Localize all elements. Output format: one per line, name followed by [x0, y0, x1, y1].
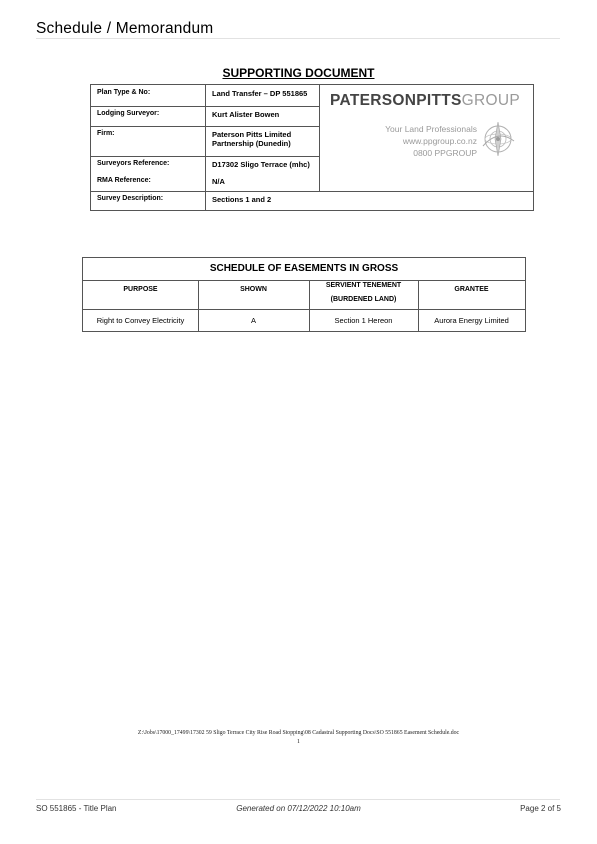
logo-phone: 0800 PPGROUP — [413, 148, 477, 158]
logo-tagline-block — [385, 123, 477, 159]
surveyors-reference-value: D17302 Sligo Terrace (mhc) — [212, 160, 310, 169]
compass-globe-icon — [478, 119, 518, 159]
header-divider — [36, 38, 560, 39]
logo-name-light: GROUP — [461, 92, 520, 109]
column-header-grantee: GRANTEE — [454, 286, 489, 293]
file-path: Z:\Jobs\17000_17499\17302 59 Sligo Terrace City Rise Road Stopping\08 Cadastral Supporting Docs\SO 551865 Easement Schedule.doc — [137, 730, 460, 736]
easement-shown: A — [250, 316, 256, 325]
table-row — [91, 106, 320, 126]
logo-website: www.ppgroup.co.nz — [402, 136, 477, 146]
firm-value: Paterson Pitts Limited Partnership (Dunedin) — [206, 126, 320, 156]
servient-header-line1: SERVIENT TENEMENT — [325, 282, 402, 289]
table-row — [91, 126, 320, 156]
rma-reference-value: N/A — [212, 177, 225, 187]
page-title: Schedule / Memorandum — [36, 20, 214, 37]
footer-page-number: Page 2 of 5 — [520, 804, 561, 813]
plan-type-value: Land Transfer – DP 551865 — [206, 85, 320, 106]
easement-servient: Section 1 Hereon — [334, 316, 393, 325]
column-header-shown: SHOWN — [240, 286, 267, 293]
row-divider — [83, 309, 525, 310]
column-header-purpose: PURPOSE — [123, 286, 158, 293]
rma-reference-label: RMA Reference: — [97, 177, 151, 184]
survey-description-value: Sections 1 and 2 — [212, 195, 272, 204]
firm-label: Firm: — [91, 126, 206, 156]
table-row — [91, 156, 320, 191]
supporting-document-heading: SUPPORTING DOCUMENT — [222, 66, 375, 80]
surveyors-reference-label: Surveyors Reference: — [97, 160, 170, 167]
easements-table — [82, 257, 526, 332]
table-row — [91, 85, 320, 106]
company-logo — [320, 85, 535, 191]
easements-title: SCHEDULE OF EASEMENTS IN GROSS — [83, 258, 525, 281]
footer-generated-on: Generated on 07/12/2022 10:10am — [236, 804, 361, 813]
logo-name-bold: PATERSONPITTS — [330, 92, 462, 109]
table-row — [91, 191, 320, 210]
supporting-document-table — [90, 84, 534, 211]
footer-plan-reference: SO 551865 - Title Plan — [36, 804, 117, 813]
plan-type-label: Plan Type & No: — [91, 85, 206, 106]
reference-labels — [91, 156, 206, 191]
footer-divider — [36, 799, 560, 800]
logo-wordmark — [330, 92, 520, 110]
survey-description-label: Survey Description: — [91, 191, 206, 210]
lodging-surveyor-value: Kurt Alister Bowen — [206, 106, 320, 126]
reference-values — [206, 156, 320, 191]
column-header-servient — [309, 282, 418, 303]
page-mark: 1 — [297, 739, 300, 745]
easement-purpose: Right to Convey Electricity — [96, 316, 185, 325]
logo-tagline: Your Land Professionals — [385, 124, 477, 134]
lodging-surveyor-label: Lodging Surveyor: — [91, 106, 206, 126]
servient-header-line2: (BURDENED LAND) — [330, 296, 397, 303]
easement-grantee: Aurora Energy Limited — [434, 316, 509, 325]
